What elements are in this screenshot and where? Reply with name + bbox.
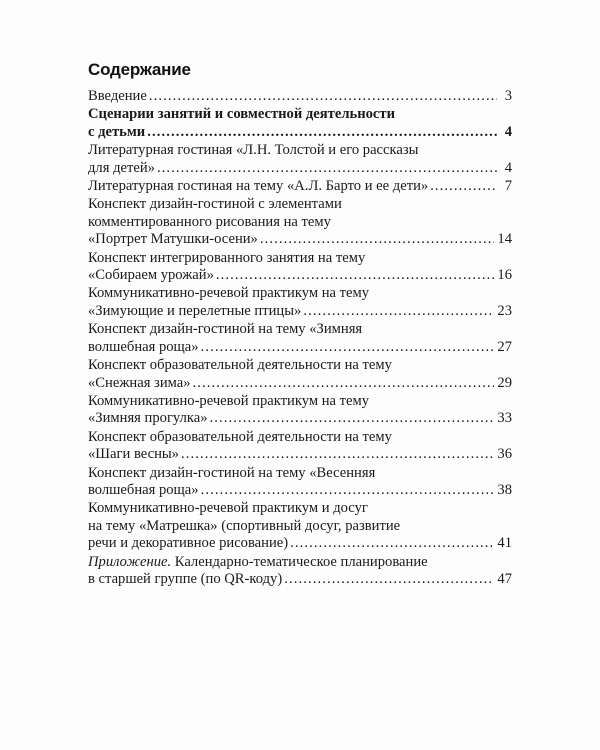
entry-line: на тему «Матрешка» (спортивный досуг, развитие — [88, 517, 401, 534]
page-number: 38 — [497, 481, 512, 498]
dot-leader — [181, 446, 494, 463]
entry-line: Коммуникативно-речевой практикум и досуг — [88, 500, 368, 517]
dot-leader — [430, 178, 497, 195]
table-of-contents — [88, 88, 512, 589]
toc-entry — [88, 393, 512, 428]
entry-title: «Зимняя прогулка» — [88, 410, 208, 427]
toc-entry — [88, 465, 512, 500]
page-number: 3 — [504, 88, 512, 104]
entry-title: «Снежная зима» — [88, 374, 191, 391]
entry-title: «Собираем урожай» — [88, 267, 214, 284]
toc-entry — [88, 500, 512, 552]
entry-title: «Шаги весны» — [88, 446, 179, 463]
entry-line: Коммуникативно-речевой практикум на тему — [88, 392, 370, 409]
entry-line: Литературная гостиная «Л.Н. Толстой и его рассказы — [88, 142, 419, 159]
entry-title: «Портрет Матушки-осени» — [88, 231, 258, 248]
dot-leader — [193, 375, 495, 392]
page-number: 23 — [497, 302, 512, 319]
entry-line: Конспект интегрированного занятия на тему — [88, 249, 366, 266]
dot-leader — [210, 410, 495, 427]
dot-leader — [216, 267, 495, 284]
entry-line: Конспект образовательной деятельности на тему — [88, 357, 392, 374]
dot-leader — [303, 303, 494, 320]
dot-leader — [149, 88, 497, 105]
dot-leader — [201, 482, 495, 499]
page-number: 27 — [497, 338, 512, 355]
entry-line: Сценарии занятий и совместной деятельности — [88, 106, 395, 123]
toc-entry-section — [88, 106, 512, 141]
toc-entry — [88, 429, 512, 464]
toc-entry — [88, 178, 512, 195]
page-number: 41 — [497, 535, 512, 552]
toc-entry — [88, 88, 512, 105]
entry-title: Введение — [88, 88, 147, 104]
entry-title: волшебная роща» — [88, 481, 199, 498]
entry-line: Конспект дизайн-гостиной с элементами — [88, 196, 342, 213]
page-number: 7 — [504, 178, 512, 195]
entry-title: для детей» — [88, 159, 155, 176]
appendix-label: Приложение. — [88, 553, 172, 570]
page-number: 47 — [497, 570, 512, 587]
page-number: 4 — [504, 159, 512, 176]
page-number: 16 — [497, 267, 512, 284]
entry-title: с детьми — [88, 123, 146, 140]
dot-leader — [147, 124, 497, 141]
page-number: 36 — [497, 446, 512, 463]
toc-entry — [88, 142, 512, 177]
toc-entry — [88, 321, 512, 356]
entry-title: волшебная роща» — [88, 338, 199, 355]
entry-line: Конспект образовательной деятельности на тему — [88, 428, 392, 445]
toc-heading: Содержание — [88, 60, 191, 79]
entry-title: «Зимующие и перелетные птицы» — [88, 302, 302, 319]
entry-line: Коммуникативно-речевой практикум на тему — [88, 285, 370, 302]
dot-leader — [284, 571, 494, 588]
page-number: 14 — [497, 231, 512, 248]
toc-entry — [88, 250, 512, 285]
page-number: 33 — [497, 410, 512, 427]
appendix-title: Календарно-тематическое планирование — [171, 553, 428, 570]
entry-title: Литературная гостиная на тему «А.Л. Барто и ее дети» — [88, 178, 429, 195]
toc-entry-appendix — [88, 554, 512, 589]
entry-line: Конспект дизайн-гостиной на тему «Зимняя — [88, 321, 363, 338]
dot-leader — [157, 160, 497, 177]
page-number: 4 — [504, 123, 512, 140]
page-number: 29 — [497, 374, 512, 391]
dot-leader — [290, 535, 494, 552]
entry-title: речи и декоративное рисование) — [88, 535, 289, 552]
entry-line: комментированного рисования на тему — [88, 213, 331, 230]
entry-title: в старшей группе (по QR-коду) — [88, 570, 283, 587]
dot-leader — [260, 231, 495, 248]
toc-entry — [88, 357, 512, 392]
entry-line-appendix — [88, 554, 512, 571]
toc-entry — [88, 285, 512, 320]
toc-entry — [88, 196, 512, 248]
entry-line: Конспект дизайн-гостиной на тему «Весенняя — [88, 464, 376, 481]
dot-leader — [201, 339, 495, 356]
